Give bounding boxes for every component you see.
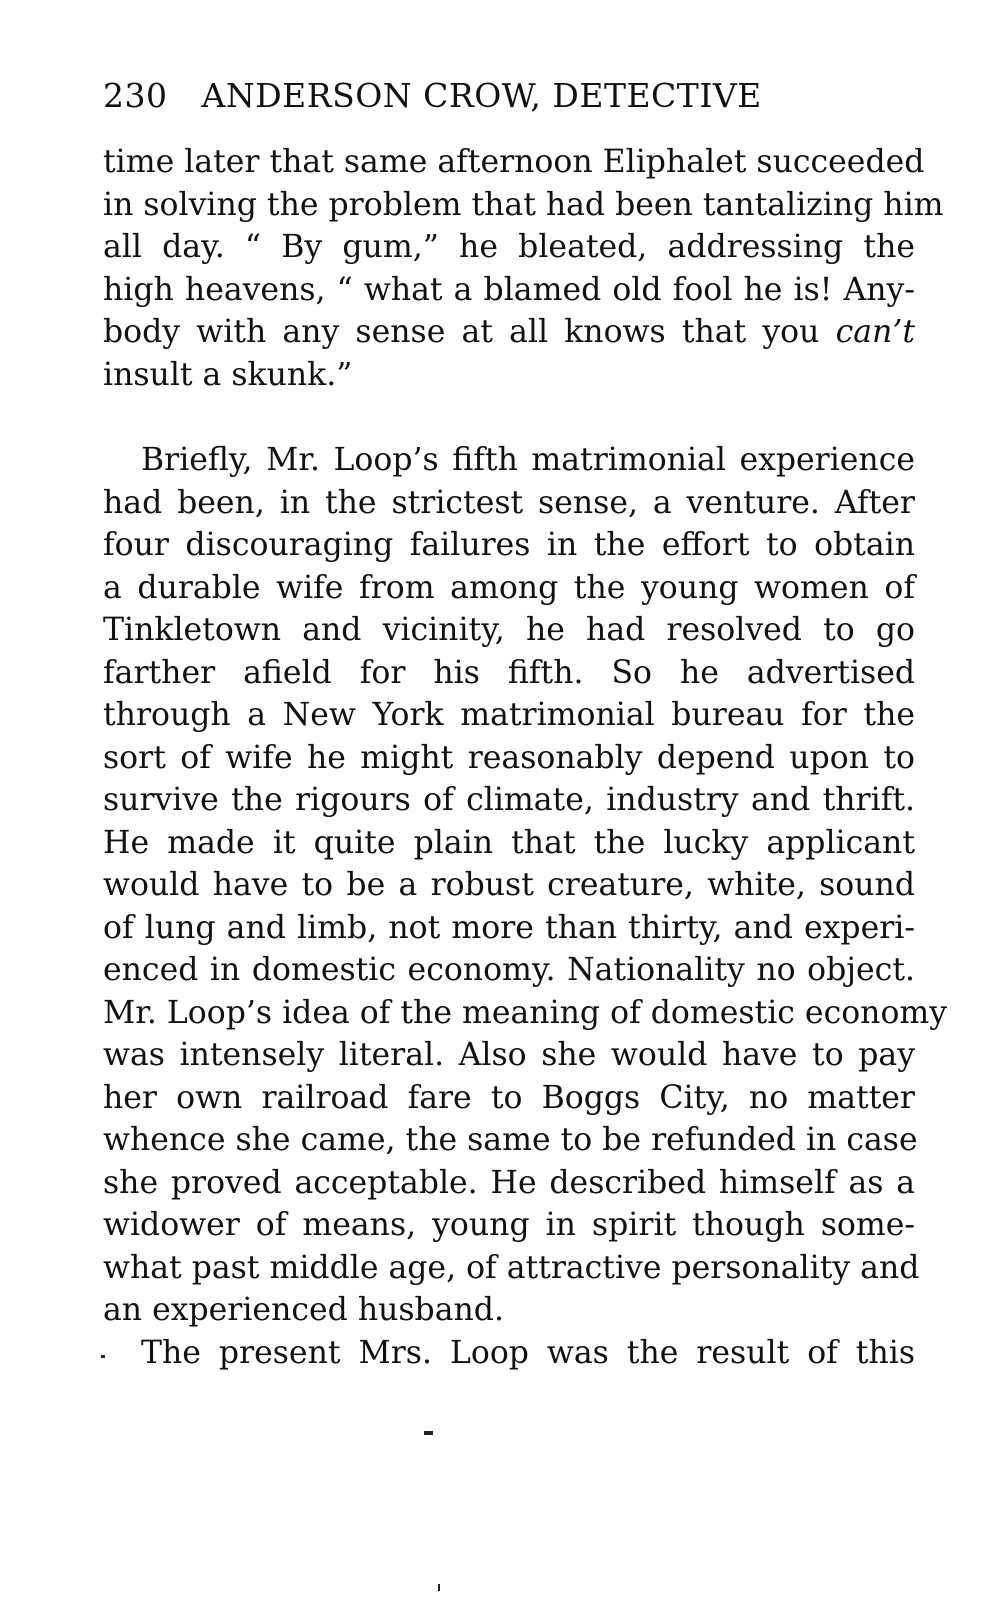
text-line: four discouraging failures in the effort to obtain	[103, 527, 915, 563]
running-head	[103, 74, 863, 118]
text-line: whence she came, the same to be refunded in case	[103, 1122, 918, 1158]
print-speck	[438, 1584, 440, 1591]
text-line: enced in domestic economy. Nationality no object.	[103, 952, 915, 988]
text-line: survive the rigours of climate, industry and thrift.	[103, 782, 915, 818]
text-fragment: body with any sense at all knows that you	[103, 314, 836, 350]
text-line: through a New York matrimonial bureau for the	[103, 697, 915, 733]
text-line	[103, 311, 915, 354]
paragraph-continued	[103, 141, 944, 396]
text-line: sort of wife he might reasonably depend upon to	[103, 739, 915, 776]
text-line: widower of means, young in spirit though some-	[103, 1207, 915, 1243]
text-line: insult a skunk.”	[103, 356, 353, 393]
text-line: Mr. Loop’s idea of the meaning of domestic economy	[103, 994, 948, 1031]
text-line: had been, in the strictest sense, a venture. After	[103, 484, 915, 521]
text-line: would have to be a robust creature, white, sound	[103, 867, 915, 903]
text-line: time later that same afternoon Eliphalet succeeded	[103, 144, 925, 180]
text-line: what past middle age, of attractive personality and	[103, 1249, 920, 1286]
text-line: Tinkletown and vicinity, he had resolved to go	[103, 612, 915, 648]
text-line: a durable wife from among the young women of	[103, 569, 915, 606]
print-speck	[101, 1355, 105, 1358]
print-speck	[424, 1431, 433, 1435]
text-line: she proved acceptable. He described himself as a	[103, 1164, 915, 1201]
text-line: high heavens, “ what a blamed old fool he is! Any-	[103, 271, 915, 308]
text-line: was intensely literal. Also she would have to pay	[103, 1037, 915, 1073]
text-line: all day. “ By gum,” he bleated, addressing the	[103, 229, 915, 265]
text-line: an experienced husband.	[103, 1292, 504, 1328]
italic-word: can’t	[835, 314, 915, 350]
text-line: of lung and limb, not more than thirty, and experi-	[103, 909, 915, 946]
paragraph	[103, 439, 948, 1374]
page-number: 230	[103, 76, 168, 115]
text-line: her own railroad fare to Boggs City, no matter	[103, 1079, 915, 1116]
text-line: He made it quite plain that the lucky applicant	[103, 824, 915, 861]
text-line: farther afield for his fifth. So he advertised	[103, 654, 915, 691]
text-line: The present Mrs. Loop was the result of this	[141, 1334, 915, 1371]
running-title: ANDERSON CROW, DETECTIVE	[201, 76, 762, 115]
text-line: in solving the problem that had been tantalizing him	[103, 186, 944, 223]
text-line: Briefly, Mr. Loop’s fifth matrimonial experience	[141, 442, 915, 478]
